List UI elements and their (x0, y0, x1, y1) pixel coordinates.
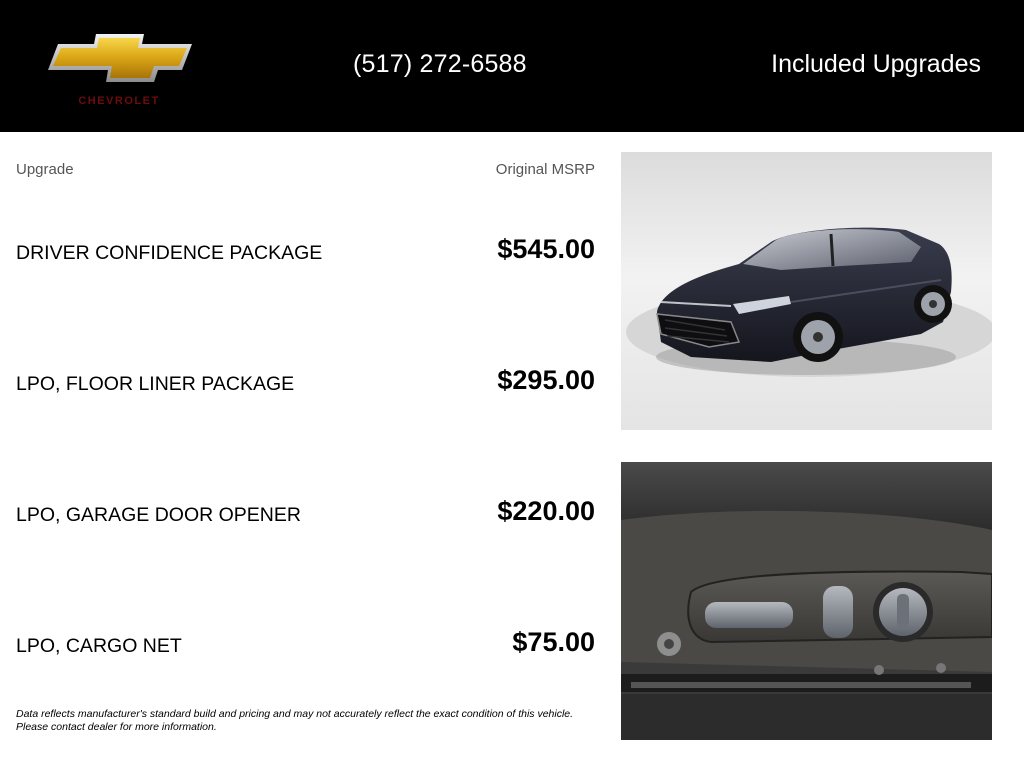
upgrade-price: $75.00 (512, 627, 595, 657)
page-title: Included Upgrades (771, 50, 981, 78)
header-bar (0, 0, 1024, 132)
upgrade-name: LPO, CARGO NET (16, 635, 182, 657)
upgrade-row (16, 234, 595, 274)
column-header-upgrade: Upgrade (16, 161, 74, 178)
upgrade-name: DRIVER CONFIDENCE PACKAGE (16, 242, 323, 264)
svg-text:CHEVROLET: CHEVROLET (78, 95, 160, 107)
upgrade-name: LPO, GARAGE DOOR OPENER (16, 504, 301, 526)
column-header-msrp: Original MSRP (495, 161, 595, 178)
upgrade-price: $220.00 (497, 496, 595, 526)
disclaimer-line: Data reflects manufacturer's standard build and pricing and may not accurately reflect the exact condition of this vehicle. (16, 708, 574, 720)
upgrade-price: $295.00 (497, 365, 595, 395)
disclaimer-line: Please contact dealer for more information. (16, 720, 217, 733)
vehicle-exterior-photo (621, 152, 992, 430)
dealer-phone[interactable]: (517) 272-6588 (353, 50, 527, 78)
chevrolet-logo (44, 32, 194, 112)
upgrade-price: $545.00 (497, 234, 595, 264)
power-seat-control-photo (621, 462, 992, 740)
upgrade-row (16, 627, 595, 667)
upgrade-name: LPO, FLOOR LINER PACKAGE (16, 373, 295, 395)
disclaimer (16, 708, 606, 733)
upgrade-row (16, 496, 595, 536)
upgrade-row (16, 365, 595, 405)
